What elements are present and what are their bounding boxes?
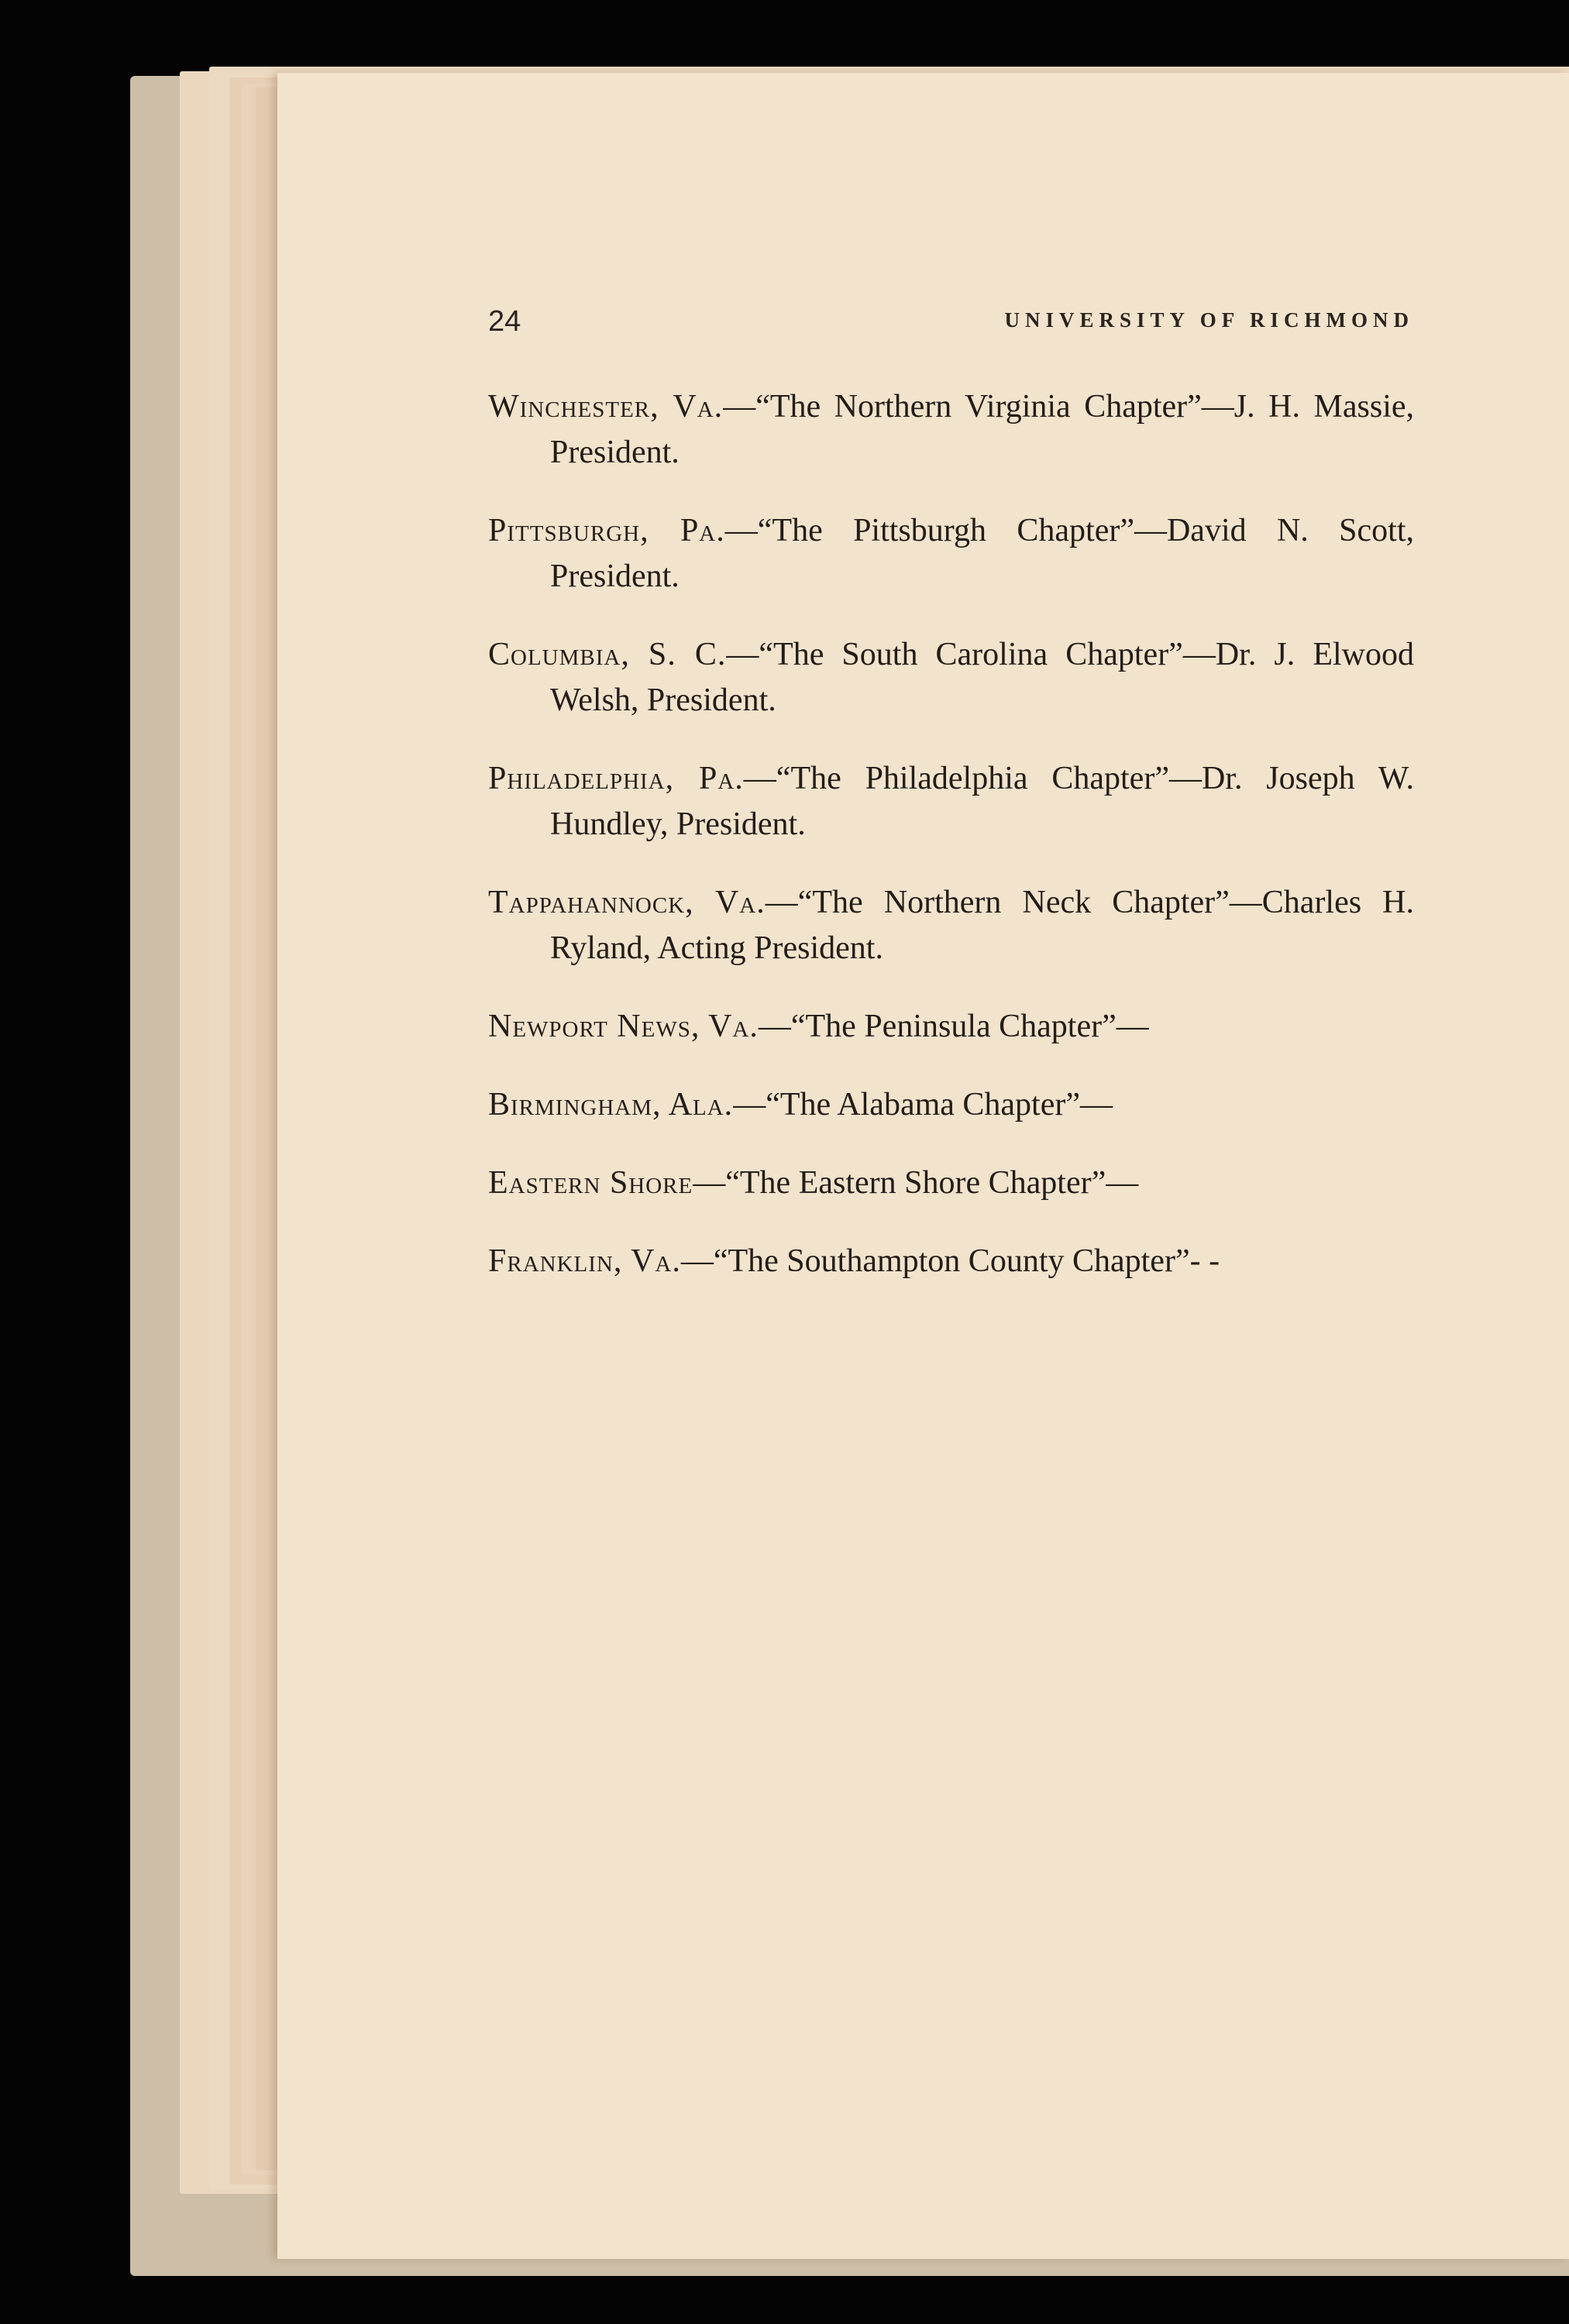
book-page [277, 73, 1569, 2259]
page-content [488, 305, 1414, 1291]
entry-text: —“The Southampton County Chapter”- - [680, 1243, 1220, 1279]
chapter-entry [488, 880, 1414, 971]
page-number: 24 [488, 305, 521, 338]
entry-place: Philadelphia, Pa. [488, 761, 744, 796]
entry-text: —“The Alabama Chapter”— [733, 1087, 1113, 1122]
entry-text: —“The Northern Neck Chapter”—Charles H. Ryland, Acting President. [550, 885, 1415, 966]
entry-place: Winchester, Va. [488, 389, 724, 425]
chapter-entry [488, 1160, 1414, 1206]
chapter-entry [488, 756, 1414, 847]
chapter-entry [488, 1239, 1414, 1284]
entry-text: —“The Northern Virginia Chapter”—J. H. Massie, President. [550, 389, 1414, 470]
entry-place: Birmingham, Ala. [488, 1087, 734, 1122]
chapter-entry [488, 632, 1414, 724]
chapter-entry [488, 508, 1414, 600]
running-header [488, 305, 1414, 352]
chapter-entry [488, 384, 1414, 476]
entry-place: Tappahannock, Va. [488, 885, 766, 920]
entry-text: —“The South Carolina Chapter”—Dr. J. Elwood Welsh, President. [550, 637, 1414, 718]
entry-place: Pittsburgh, Pa. [488, 513, 725, 548]
chapter-entry [488, 1082, 1414, 1128]
chapter-entry [488, 1004, 1414, 1050]
entry-place: Eastern Shore [488, 1165, 693, 1201]
entry-text: —“The Pittsburgh Chapter”—David N. Scott, President. [550, 513, 1415, 594]
entry-text: —“The Eastern Shore Chapter”— [693, 1165, 1139, 1201]
entry-place: Columbia, S. C. [488, 637, 727, 672]
entry-text: —“The Peninsula Chapter”— [758, 1009, 1149, 1044]
chapter-list [488, 384, 1414, 1284]
entry-place: Newport News, Va. [488, 1009, 759, 1044]
running-title: UNIVERSITY OF RICHMOND [1004, 308, 1414, 332]
entry-text: —“The Philadelphia Chapter”—Dr. Joseph W. Hundley, President. [550, 761, 1414, 842]
entry-place: Franklin, Va. [488, 1243, 681, 1279]
